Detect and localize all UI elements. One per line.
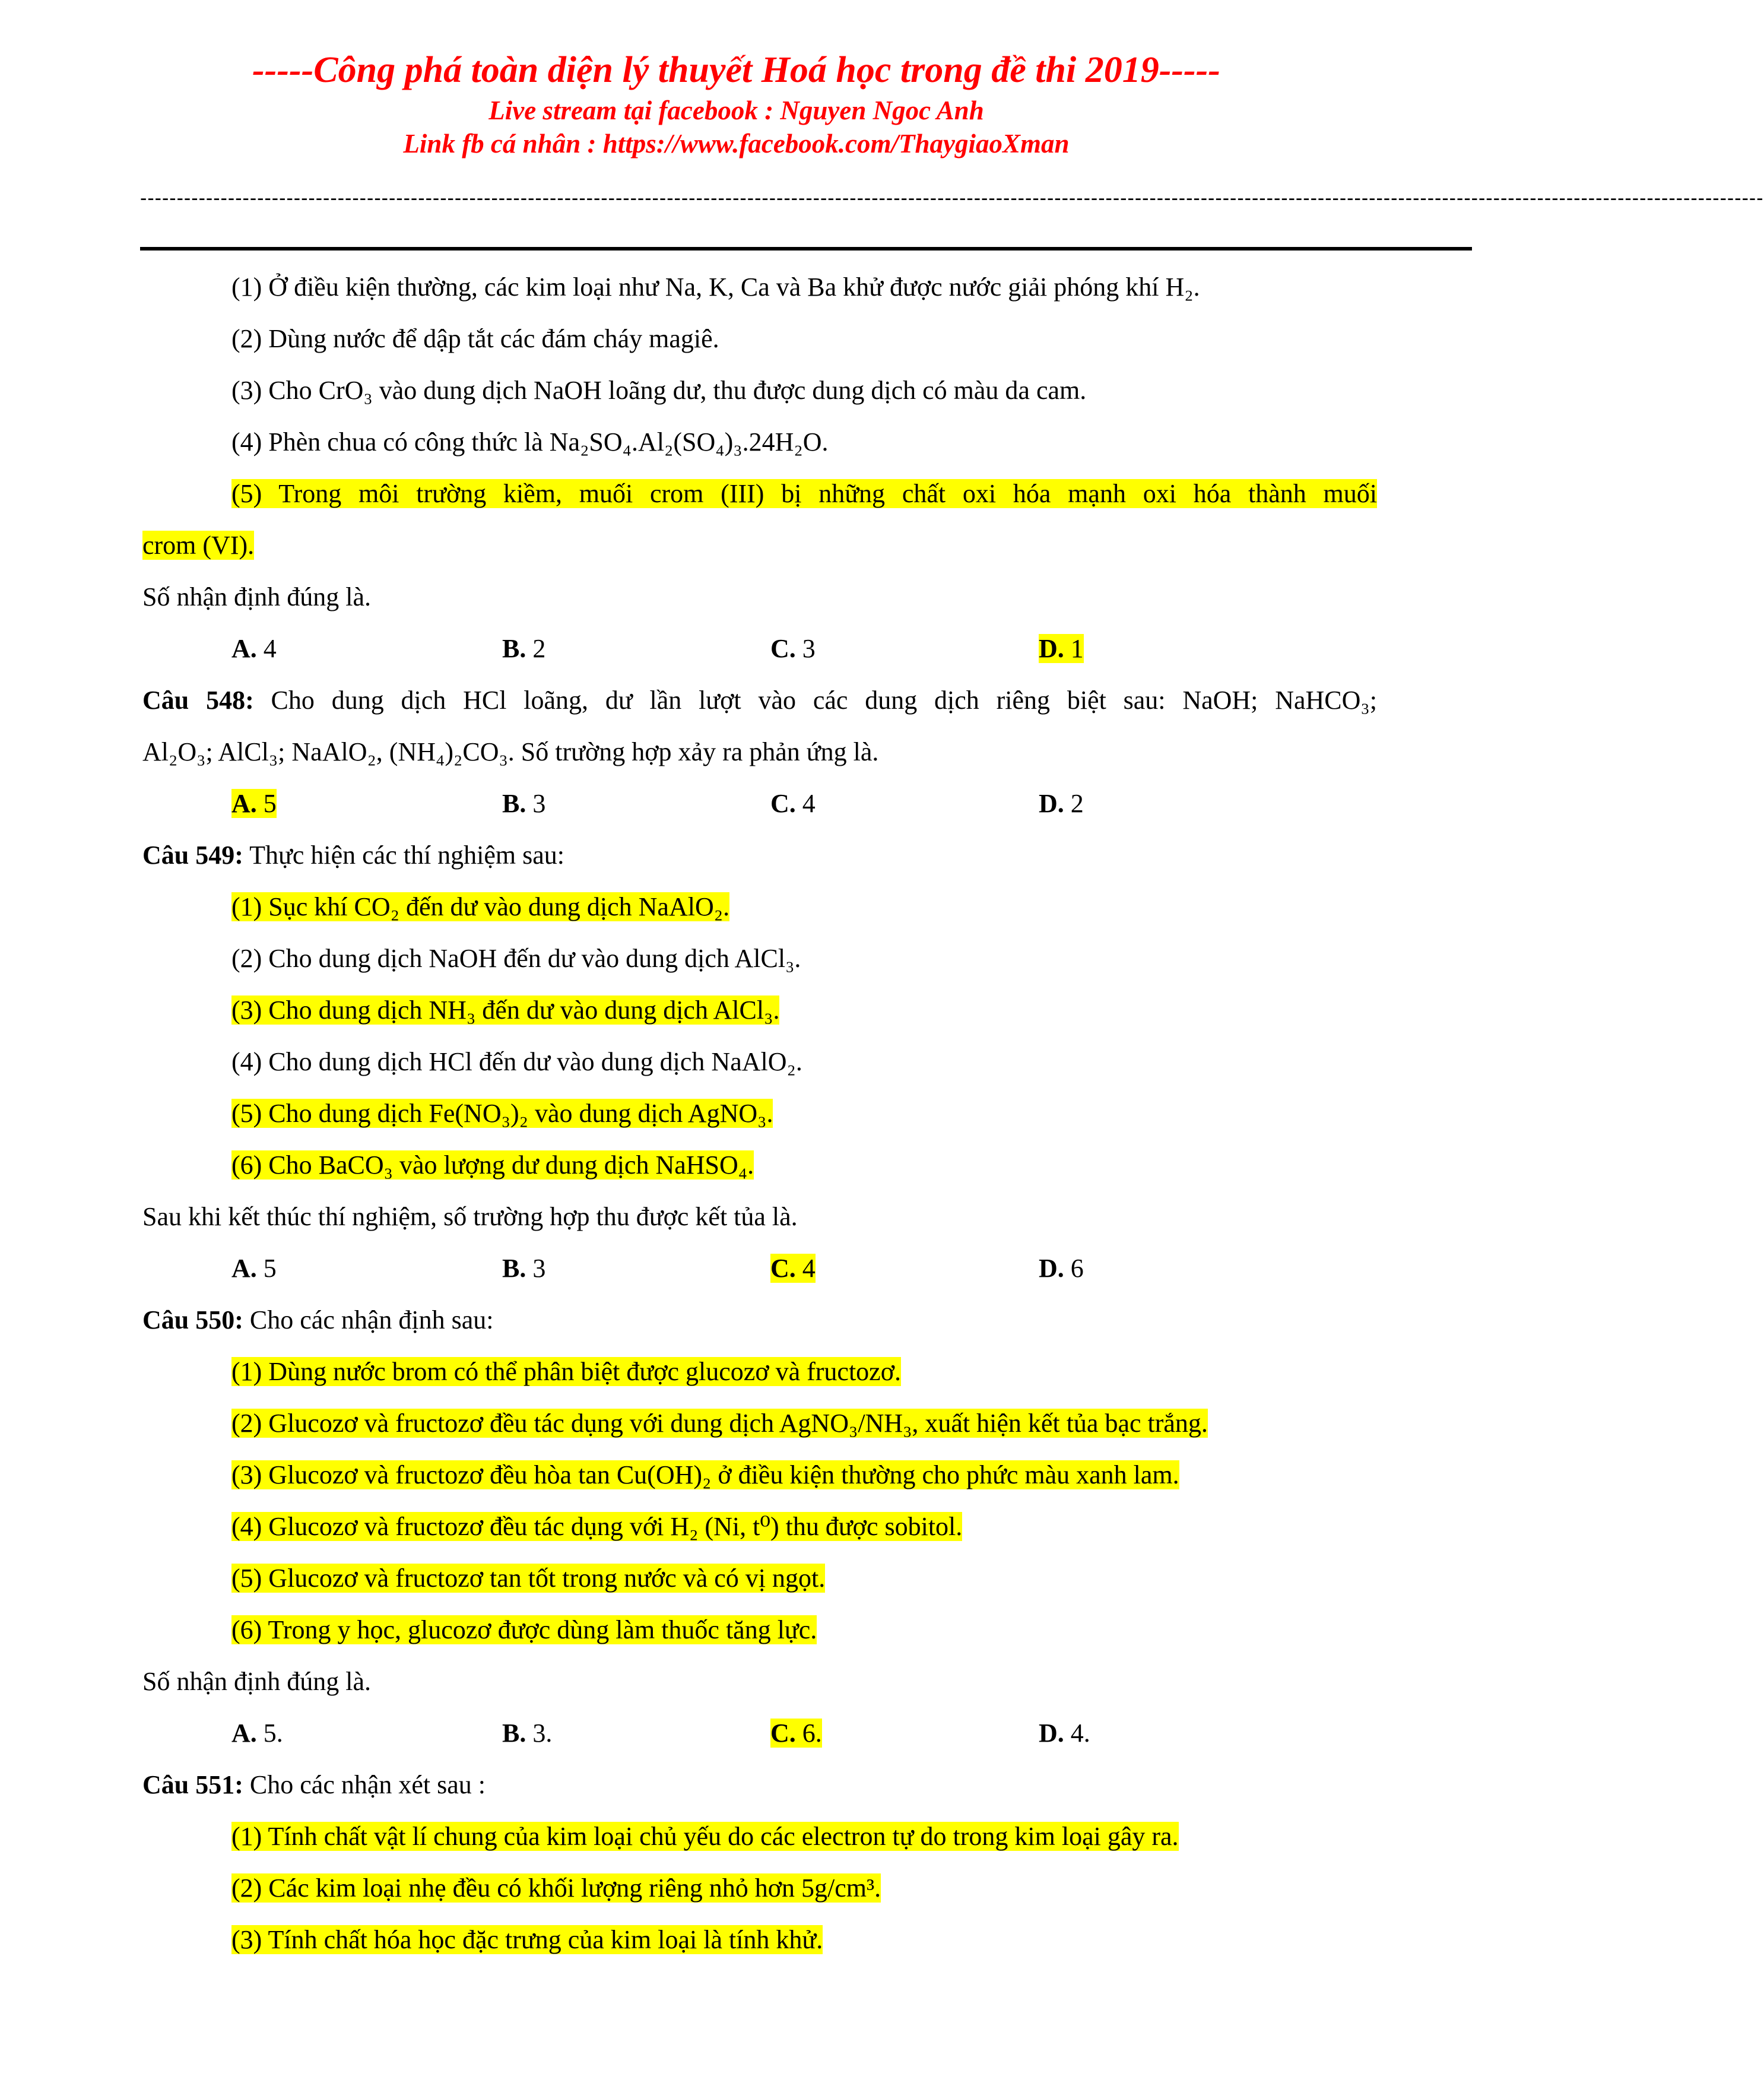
q550-statement-3: (3) Glucozơ và fructozơ đều hòa tan Cu(OH)₂ ở điều kiện thường cho phức màu xanh lam. [231, 1460, 1179, 1489]
header-rule [140, 247, 1472, 251]
q547-statement-2: (2) Dùng nước để dập tắt các đám cháy magiê. [231, 324, 719, 353]
q549-statement-3: (3) Cho dung dịch NH₃ đến dư vào dung dịch AlCl₃. [231, 995, 780, 1025]
q547-question: Số nhận định đúng là. [142, 582, 371, 611]
q550-statement-6: (6) Trong y học, glucozơ được dùng làm thuốc tăng lực. [231, 1615, 817, 1644]
q549-statement-1: (1) Sục khí CO₂ đến dư vào dung dịch NaAlO₂. [231, 892, 730, 921]
highlight: crom (VI). [142, 531, 255, 560]
option-c: C. 4 [770, 789, 816, 818]
option-b: B. 3 [502, 1254, 546, 1283]
q549-stem: Câu 549: Thực hiện các thí nghiệm sau: [142, 841, 565, 870]
q550-statement-2: (2) Glucozơ và fructozơ đều tác dụng với dung dịch AgNO₃/NH₃, xuất hiện kết tủa bạc trắng. [231, 1409, 1208, 1438]
q547-statement-3: (3) Cho CrO₃ vào dung dịch NaOH loãng dư, thu được dung dịch có màu da cam. [231, 376, 1087, 405]
q551-stem: Câu 551: Cho các nhận xét sau : [142, 1770, 486, 1799]
q550-options [142, 1707, 1377, 1759]
question-label: Câu 551: [142, 1770, 243, 1799]
option-c: C. 6. [770, 1719, 822, 1748]
q550-statement-4: (4) Glucozơ và fructozơ đều tác dụng với H₂ (Ni, t⁰) thu được sobitol. [231, 1512, 963, 1541]
q550-question: Số nhận định đúng là. [142, 1667, 371, 1696]
question-label: Câu 549: [142, 841, 243, 870]
question-label: Câu 550: [142, 1305, 243, 1334]
option-a: A. 4 [231, 634, 277, 663]
highlight: (5) Trong môi trường kiềm, muối crom (III) bị những chất oxi hóa mạnh oxi hóa thành muối [231, 479, 1377, 508]
q549-options [142, 1242, 1377, 1294]
q549-question: Sau khi kết thúc thí nghiệm, số trường hợp thu được kết tủa là. [142, 1202, 798, 1231]
header-title: -----Công phá toàn diện lý thuyết Hoá học trong đề thi 2019----- [252, 50, 1220, 90]
option-b: B. 3. [502, 1719, 553, 1748]
page-header [0, 46, 1473, 160]
q548-stem-cont: Al₂O₃; AlCl₃; NaAlO₂, (NH₄)₂CO₃. Số trường hợp xảy ra phản ứng là. [142, 737, 879, 766]
q547-statement-4: (4) Phèn chua có công thức là Na₂SO₄.Al₂(SO₄)₃.24H₂O. [231, 427, 829, 456]
q550-statement-5: (5) Glucozơ và fructozơ tan tốt trong nước và có vị ngọt. [231, 1564, 826, 1593]
q549-statement-5: (5) Cho dung dịch Fe(NO₃)₂ vào dung dịch AgNO₃. [231, 1099, 773, 1128]
q549-statement-6: (6) Cho BaCO₃ vào lượng dư dung dịch NaHSO₄. [231, 1150, 754, 1180]
q551-statement-1: (1) Tính chất vật lí chung của kim loại chủ yếu do các electron tự do trong kim loại gây ra. [231, 1822, 1179, 1851]
option-c: C. 3 [770, 634, 816, 663]
q547-statement-5a [142, 468, 1377, 519]
q549-statement-2: (2) Cho dung dịch NaOH đến dư vào dung dịch AlCl₃. [231, 944, 801, 973]
header-link: Link fb cá nhân : https://www.facebook.com/ThaygiaoXman [403, 129, 1070, 158]
option-a: A. 5. [231, 1719, 283, 1748]
question-content [142, 261, 1377, 1965]
header-livestream: Live stream tại facebook : Nguyen Ngoc Anh [488, 96, 984, 125]
q551-statement-3: (3) Tính chất hóa học đặc trưng của kim loại là tính khử. [231, 1925, 823, 1954]
option-a: A. 5 [231, 789, 277, 818]
option-d: D. 6 [1039, 1254, 1084, 1283]
q547-statement-5b [142, 519, 1377, 571]
q550-stem: Câu 550: Cho các nhận định sau: [142, 1305, 494, 1334]
q547-statement-1: (1) Ở điều kiện thường, các kim loại như Na, K, Ca và Ba khử được nước giải phóng khí H₂. [231, 272, 1200, 302]
option-d: D. 4. [1039, 1719, 1090, 1748]
question-label: Câu 548: [142, 686, 254, 715]
option-b: B. 3 [502, 789, 546, 818]
q551-statement-2: (2) Các kim loại nhẹ đều có khối lượng riêng nhỏ hơn 5g/cm³. [231, 1873, 881, 1903]
q550-statement-1: (1) Dùng nước brom có thể phân biệt được glucozơ và fructozơ. [231, 1357, 901, 1386]
option-b: B. 2 [502, 634, 546, 663]
q548-stem: Câu 548: Cho dung dịch HCl loãng, dư lần lượt vào các dung dịch riêng biệt sau: NaOH; NaHCO₃; [142, 686, 1377, 715]
option-d: D. 2 [1039, 789, 1084, 818]
dashed-separator: ------------------------------------------------------------------------------------------------------------------------------------------------------------------------------------------------------------------------------ [140, 187, 1764, 210]
option-d: D. 1 [1039, 634, 1084, 663]
q548-options [142, 778, 1377, 829]
q547-options [142, 623, 1377, 674]
option-c: C. 4 [770, 1254, 816, 1283]
option-a: A. 5 [231, 1254, 277, 1283]
q549-statement-4: (4) Cho dung dịch HCl đến dư vào dung dịch NaAlO₂. [231, 1047, 802, 1076]
